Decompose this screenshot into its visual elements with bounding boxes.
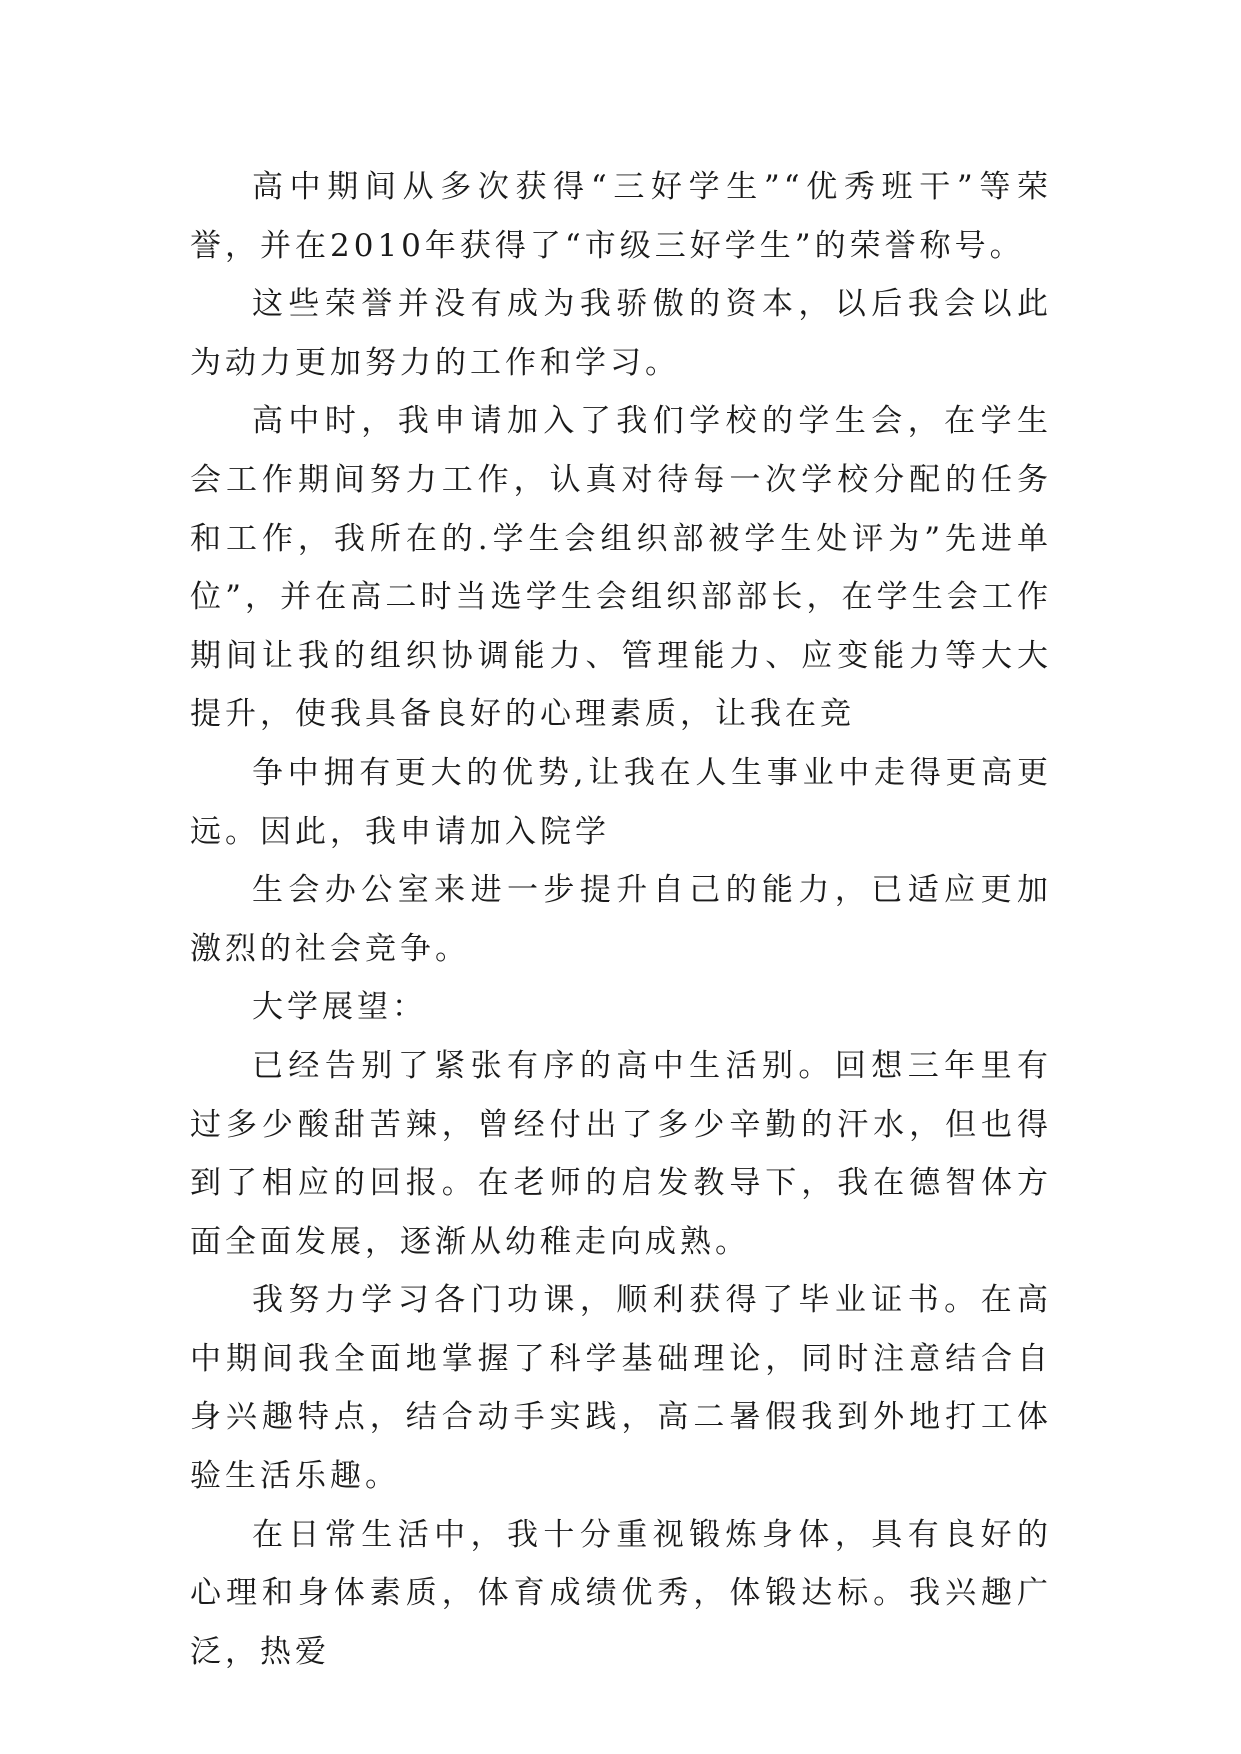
paragraph-student-union: 高中时，我申请加入了我们学校的学生会，在学生会工作期间努力工作，认真对待每一次学校分配的任务和工作，我所在的.学生会组织部被学生处评为”先进单位”，并在高二时当选学生会组织部部长，在学生会工作期间让我的组织协调能力、管理能力、应变能力等大大提升，使我具备良好的心理素质，让我在竞 [190,403,1052,733]
paragraph-motivation: 这些荣誉并没有成为我骄傲的资本，以后我会以此为动力更加努力的工作和学习。 [190,286,1052,381]
paragraph-heading-outlook: 大学展望： [252,989,427,1026]
document-body [190,158,1052,1681]
paragraph-daily-life: 在日常生活中，我十分重视锻炼身体，具有良好的心理和身体素质，体育成绩优秀，体锻达标。我兴趣广泛，热爱 [190,1516,1052,1670]
paragraph-honors: 高中期间从多次获得“三好学生”“优秀班干”等荣誉，并在2010年获得了“市级三好学生”的荣誉称号。 [190,169,1052,264]
paragraph-office: 生会办公室来进一步提升自己的能力，已适应更加激烈的社会竞争。 [190,872,1052,967]
paragraph-farewell: 已经告别了紧张有序的高中生活别。回想三年里有过多少酸甜苦辣，曾经付出了多少辛勤的汗水，但也得到了相应的回报。在老师的启发教导下，我在德智体方面全面发展，逐渐从幼稚走向成熟。 [190,1047,1052,1260]
paragraph-advantage: 争中拥有更大的优势,让我在人生事业中走得更高更远。因此，我申请加入院学 [190,754,1052,850]
paragraph-study: 我努力学习各门功课，顺利获得了毕业证书。在高中期间我全面地掌握了科学基础理论，同时注意结合自身兴趣特点，结合动手实践，高二暑假我到外地打工体验生活乐趣。 [190,1282,1052,1495]
